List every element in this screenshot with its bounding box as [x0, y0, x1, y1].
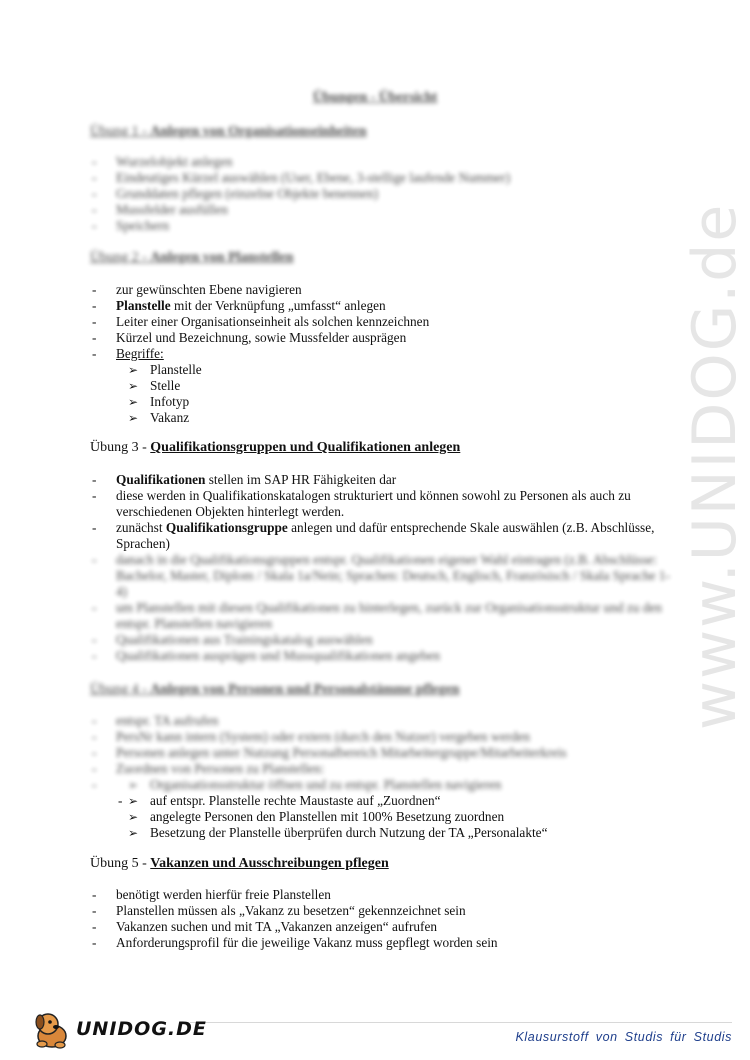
- page-title: Übungen - Übersicht: [312, 90, 438, 105]
- list-item: - entspr. TA aufrufen: [90, 713, 670, 729]
- section-1-number: Übung 1 -: [90, 124, 151, 139]
- list-item-text: mit der Verknüpfung „umfasst“ anlegen: [173, 298, 386, 313]
- section-1-list: [90, 154, 670, 234]
- step-item: ➢ angelegte Personen den Planstellen mit 100% Besetzung zuordnen: [128, 809, 696, 825]
- list-item: - danach in die Qualifikationsgruppen entspr. Qualifikationen eigener Wahl eintragen (z.B. Abschlüsse: Bachelor, Master, Diplom / Skala 1a/Nein; Sprachen: Deutsch, Englisch, Französisch / Skala Sprache 1-4): [90, 552, 670, 600]
- section-2-number: Übung 2 -: [90, 250, 151, 265]
- bold-term: Planstelle: [116, 298, 171, 313]
- section-5-name: Vakanzen und Ausschreibungen pflegen: [150, 856, 389, 871]
- section-1-heading: [90, 124, 367, 140]
- list-item: - Eindeutiges Kürzel auswählen (User, Ebene, 3-stellige laufende Nummer): [90, 170, 670, 186]
- list-item: - Zuordnen von Personen zu Planstellen:: [90, 761, 670, 777]
- dog-icon: [28, 1010, 76, 1050]
- section-3-list: [90, 472, 670, 552]
- section-4-list-blurred: [90, 713, 670, 793]
- list-item: [116, 793, 696, 841]
- list-item: - Vakanzen suchen und mit TA „Vakanzen anzeigen“ aufrufen: [90, 919, 670, 935]
- logo-text: UNIDOG.DE: [76, 1018, 207, 1040]
- step-item: ➢ Besetzung der Planstelle überprüfen durch Nutzung der TA „Personalakte“: [128, 825, 696, 841]
- assign-steps: [116, 793, 696, 841]
- section-2-list: [90, 282, 670, 426]
- list-item: - benötigt werden hierfür freie Planstellen: [90, 887, 670, 903]
- list-item-text: stellen im SAP HR Fähigkeiten dar: [205, 472, 397, 487]
- list-item: [90, 472, 670, 488]
- list-item-text: zunächst: [116, 520, 166, 535]
- list-item: [90, 520, 670, 552]
- term-item: ➢ Infotyp: [128, 394, 670, 410]
- step-item: ➢ - auf entspr. Planstelle rechte Maustaste auf „Zuordnen“: [128, 793, 696, 809]
- unidog-logo[interactable]: [28, 1010, 207, 1050]
- term-item: ➢ Vakanz: [128, 410, 670, 426]
- terms-list: [116, 362, 670, 426]
- section-1-name: Anlegen von Organisationseinheiten: [150, 124, 367, 139]
- section-3-heading: [90, 440, 460, 456]
- list-item: - diese werden in Qualifikationskatalogen strukturiert und können sowohl zu Personen als auch zu verschiedenen Objekten hinterlegt werden.: [90, 488, 670, 520]
- list-item: - Wurzelobjekt anlegen: [90, 154, 670, 170]
- section-3-list-blurred: [90, 552, 670, 664]
- terms-label: Begriffe:: [116, 346, 164, 361]
- section-5-heading: [90, 856, 389, 872]
- section-3-name: Qualifikationsgruppen und Qualifikationen anlegen: [150, 440, 461, 455]
- section-4-name: Anlegen von Personen und Personalstämme pflegen: [150, 682, 460, 697]
- list-item: - Speichern: [90, 218, 670, 234]
- section-4-substeps: [116, 793, 696, 841]
- list-item: - Qualifikationen aus Trainingskatalog auswählen: [90, 632, 670, 648]
- list-item: [90, 298, 670, 314]
- list-item: [90, 777, 670, 793]
- footer-divider: [190, 1022, 732, 1023]
- section-3-number: Übung 3 -: [90, 440, 151, 455]
- term-item: ➢ Planstelle: [128, 362, 670, 378]
- list-item: [90, 346, 670, 426]
- section-4-number: Übung 4 -: [90, 682, 151, 697]
- list-item: - Grunddaten pflegen (einzelne Objekte benennen): [90, 186, 670, 202]
- list-item: - Mussfelder ausfüllen: [90, 202, 670, 218]
- assign-steps-blurred: [116, 777, 670, 793]
- section-5-list: [90, 887, 670, 951]
- list-item: - Personen anlegen unter Nutzung Personalbereich Mitarbeitergruppe/Mitarbeiterkreis: [90, 745, 670, 761]
- list-item: - Planstellen müssen als „Vakanz zu besetzen“ gekennzeichnet sein: [90, 903, 670, 919]
- list-item-text: anlegen und dafür entsprechende Skale auswählen (z.B. Abschlüsse, Sprachen): [116, 520, 655, 551]
- list-item: - Qualifikationen ausprägen und Mussqualifikationen angeben: [90, 648, 670, 664]
- list-item: - PersNr kann intern (System) oder extern (durch den Nutzer) vergeben werden: [90, 729, 670, 745]
- list-item: - Anforderungsprofil für die jeweilige Vakanz muss gepflegt worden sein: [90, 935, 670, 951]
- section-4-heading: [90, 682, 459, 698]
- term-item: ➢ Stelle: [128, 378, 670, 394]
- list-item: - Kürzel und Bezeichnung, sowie Mussfelder ausprägen: [90, 330, 670, 346]
- step-item: ➢ - Organisationsstruktur öffnen und zu entspr. Planstellen navigieren: [128, 777, 670, 793]
- section-2-heading: [90, 250, 293, 266]
- bold-term: Qualifikationen: [116, 472, 206, 487]
- footer-slogan: Klausurstoff von Studis für Studis: [515, 1030, 732, 1044]
- watermark: www.UNIDOG.de: [680, 202, 750, 730]
- list-item: - um Planstellen mit diesen Qualifikationen zu hinterlegen, zurück zur Organisationsstruktur und zu den entspr. Planstellen navigieren: [90, 600, 670, 632]
- list-item: - Leiter einer Organisationseinheit als solchen kennzeichnen: [90, 314, 670, 330]
- section-2-name: Anlegen von Planstellen: [150, 250, 294, 265]
- bold-term: Qualifikationsgruppe: [165, 520, 288, 535]
- section-5-number: Übung 5 -: [90, 856, 151, 871]
- list-item: - zur gewünschten Ebene navigieren: [90, 282, 670, 298]
